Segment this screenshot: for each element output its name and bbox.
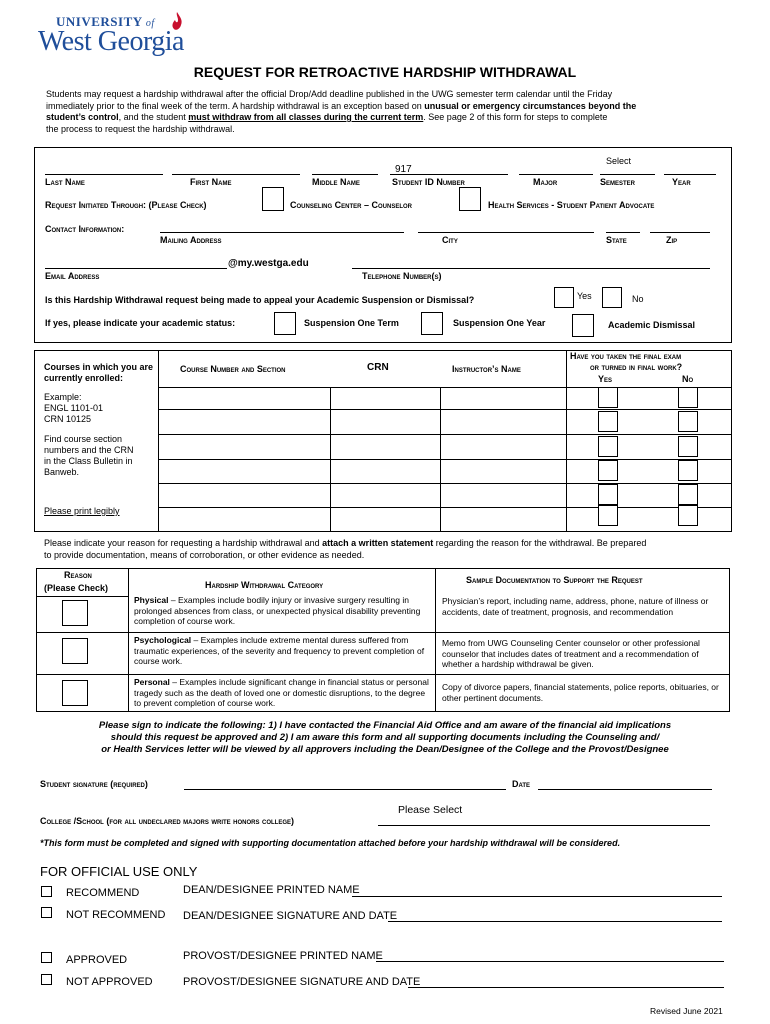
counseling-option-label: Counseling Center – Counselor [290,200,413,210]
final-no-checkbox-4[interactable] [678,460,698,481]
contact-label: Contact Information: [45,224,125,234]
appeal-yes-checkbox[interactable] [554,287,574,308]
sign-notice: Please sign to indicate the following: 1) I have contacted the Financial Aid Office and am aware of the financial aid implications should this request be approved and 2) I am aware this form and all supporting documents including the Counseling and/ or Health Services letter will be viewed by all approvers including the Dean/Designee of the College and the Provost/Designee [98,720,672,755]
physical-docs: Physician’s report, including name, address, phone, nature of illness or accidents, date of treatment, prognosis, and recommendation [442,596,709,617]
academic-dismissal-checkbox[interactable] [572,314,594,337]
footnote: *This form must be completed and signed with supporting documentation attached before your hardship withdrawal will be considered. [40,838,621,848]
email-suffix: @my.westga.edu [228,258,309,269]
semester-field[interactable] [600,174,655,175]
date-label: Date [512,779,531,789]
not-recommend-label: NOT RECOMMEND [66,909,166,921]
city-field[interactable] [418,232,594,233]
personal-category: Personal – Examples include significant change in financial status or personal tragedy such as the death of loved one or domestic disruptions, to the degree to prevent completion of course work. [134,677,429,708]
final-yes-checkbox-3[interactable] [598,436,618,457]
university-logo [38,12,188,60]
suspension-one-term-label: Suspension One Term [304,318,399,328]
student-signature-label: Student signature (required) [40,779,148,789]
reason-intro: Please indicate your reason for requesting a hardship withdrawal and attach a written statement regarding the reason for the withdrawal. Be prepared to provide documentation, means of corroboration, or other evidence as needed. [44,538,647,560]
year-label: Year [672,177,691,187]
state-label: State [606,235,627,245]
last-name-label: Last Name [45,177,85,187]
state-field[interactable] [606,232,640,233]
major-label: Major [533,177,558,187]
mailing-address-field[interactable] [160,232,404,233]
not-approved-checkbox[interactable] [41,974,52,985]
middle-name-field[interactable] [312,174,378,175]
academic-dismissal-label: Academic Dismissal [608,320,696,330]
physical-checkbox[interactable] [62,600,88,626]
date-field[interactable] [538,789,712,790]
first-name-label: First Name [190,177,232,187]
col-final-header-2: or turned in final work? [590,362,683,372]
personal-checkbox[interactable] [62,680,88,706]
student-signature-field[interactable] [184,789,506,790]
logo-line1: UNIVERSITY of [56,14,155,29]
city-label: City [442,235,458,245]
final-no-checkbox-2[interactable] [678,411,698,432]
first-name-field[interactable] [172,174,300,175]
final-no-checkbox-3[interactable] [678,436,698,457]
physical-category: Physical – Examples include bodily injury or invasive surgery resulting in prolonged absences from class, or unexpected physical disability preventing completion of course work. [134,595,421,626]
courses-example: Example: ENGL 1101-01 CRN 10125 [44,392,104,424]
approved-label: APPROVED [66,954,128,966]
year-field[interactable] [664,174,716,175]
final-yes-checkbox-2[interactable] [598,411,618,432]
college-select[interactable]: Please Select [398,804,463,816]
page-title: REQUEST FOR RETROACTIVE HARDSHIP WITHDRAWAL [193,64,577,80]
psychological-category: Psychological – Examples include extreme mental duress suffered from traumatic experiences, of the severity and frequency to prevent completion of course work. [134,635,425,666]
appeal-no-checkbox[interactable] [602,287,622,308]
college-label: College /School (for all undeclared majors write honors college) [40,816,294,826]
appeal-yes-label: Yes [577,291,592,301]
major-field[interactable] [519,174,593,175]
logo-line2: West Georgia [38,26,184,57]
col-reason-header-2: (Please Check) [44,583,109,593]
student-id-label: Student ID Number [392,177,465,187]
not-recommend-checkbox[interactable] [41,907,52,918]
col-final-header-1: Have you taken the final exam [570,351,682,361]
final-no-checkbox-6[interactable] [678,505,698,526]
dean-name-field[interactable] [352,896,722,897]
col-instructor-header: Instructor’s Name [452,364,521,374]
col-crn-header: CRN [367,362,389,373]
revised-date: Revised June 2021 [650,1006,723,1016]
dean-name-label: DEAN/DESIGNEE PRINTED NAME [183,884,360,896]
approved-checkbox[interactable] [41,952,52,963]
col-final-no: No [682,374,694,384]
intro-paragraph: Students may request a hardship withdrawal after the official Drop/Add deadline published in the UWG semester term calendar until the Friday immediately prior to the final week of the term. A hardship withdrawal is an exception based on unusual or emergency circumstances beyond the student’s control, and the student must withdraw from all classes during the current term. See page 2 of this form for steps to complete the process to request the hardship withdrawal. [46,89,637,134]
mailing-address-label: Mailing Address [160,235,222,245]
health-services-option-label: Health Services - Student Patient Advocate [488,200,655,210]
provost-signature-label: PROVOST/DESIGNEE SIGNATURE AND DATE [183,976,421,988]
print-legibly-note: Please print legibly [44,506,120,516]
final-yes-checkbox-5[interactable] [598,484,618,505]
suspension-one-year-checkbox[interactable] [421,312,443,335]
courses-side-title: Courses in which you are currently enrolled: [44,362,154,383]
final-no-checkbox-5[interactable] [678,484,698,505]
suspension-one-year-label: Suspension One Year [453,318,546,328]
col-course-header: Course Number and Section [180,364,286,374]
email-label: Email Address [45,271,100,281]
college-field[interactable] [378,825,710,826]
official-title: FOR OFFICIAL USE ONLY [40,864,198,879]
status-label: If yes, please indicate your academic status: [45,318,236,328]
appeal-question: Is this Hardship Withdrawal request being made to appeal your Academic Suspension or Dismissal? [45,295,475,305]
semester-select-label[interactable]: Select [606,156,632,166]
col-reason-header-1: Reason [64,570,92,580]
final-yes-checkbox-6[interactable] [598,505,618,526]
suspension-one-term-checkbox[interactable] [274,312,296,335]
courses-find-note: Find course section numbers and the CRN in the Class Bulletin in Banweb. [44,434,134,477]
col-category-header: Hardship Withdrawal Category [205,580,324,590]
not-approved-label: NOT APPROVED [66,976,153,988]
course-row-lines [158,387,732,532]
psychological-checkbox[interactable] [62,638,88,664]
provost-name-label: PROVOST/DESIGNEE PRINTED NAME [183,950,383,962]
recommend-checkbox[interactable] [41,886,52,897]
initiated-label: Request Initiated Through: (Please Check) [45,200,207,210]
semester-label: Semester [600,177,636,187]
psychological-docs: Memo from UWG Counseling Center counselor or other professional counselor that includes dates of treatment and a recommendation of whether a hardship withdrawal be given. [442,638,700,669]
provost-signature-field[interactable] [408,987,724,988]
appeal-no-label: No [632,294,644,304]
id-prefix: 917 [395,164,412,175]
col-docs-header: Sample Documentation to Support the Request [466,575,643,585]
health-services-checkbox[interactable] [459,187,481,211]
telephone-label: Telephone Number(s) [362,271,442,281]
personal-docs: Copy of divorce papers, financial statements, police reports, obituaries, or other pertinent documents. [442,682,719,703]
dean-signature-field[interactable] [388,921,722,922]
last-name-field[interactable] [45,174,163,175]
recommend-label: RECOMMEND [66,887,140,899]
middle-name-label: Middle Name [312,177,360,187]
email-field[interactable] [45,268,227,269]
zip-field[interactable] [650,232,710,233]
zip-label: Zip [666,235,678,245]
final-yes-checkbox-4[interactable] [598,460,618,481]
final-no-checkbox-1[interactable] [678,387,698,408]
student-id-field[interactable] [390,174,508,175]
telephone-field[interactable] [352,268,710,269]
provost-name-field[interactable] [376,961,724,962]
dean-signature-label: DEAN/DESIGNEE SIGNATURE AND DATE [183,910,398,922]
final-yes-checkbox-1[interactable] [598,387,618,408]
col-final-yes: Yes [598,374,613,384]
counseling-checkbox[interactable] [262,187,284,211]
